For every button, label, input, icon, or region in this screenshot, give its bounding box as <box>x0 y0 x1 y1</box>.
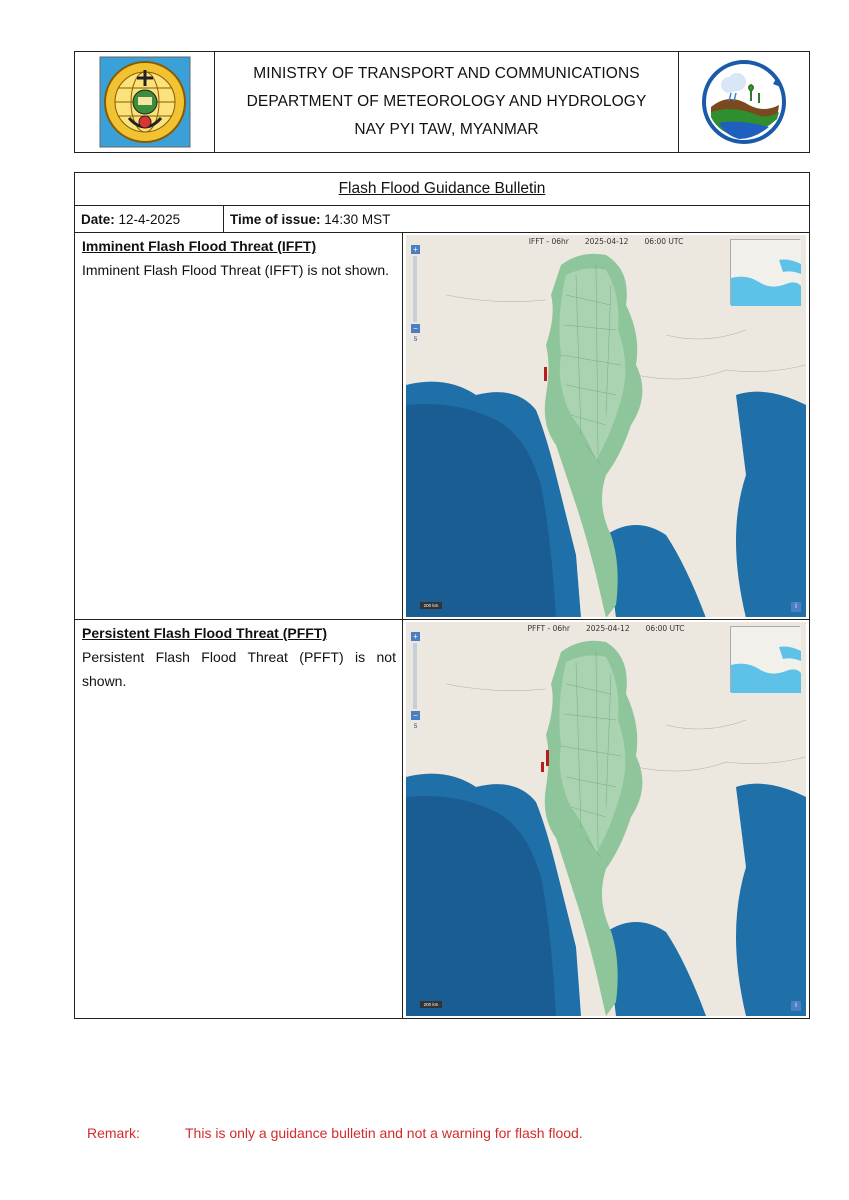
bulletin-title: Flash Flood Guidance Bulletin <box>338 180 546 197</box>
remark-text: This is only a guidance bulletin and not a warning for flash flood. <box>185 1125 583 1141</box>
ifft-section <box>75 233 809 620</box>
pfft-zoom-control <box>411 632 420 732</box>
remark-label: Remark: <box>87 1125 140 1141</box>
zoom-slider[interactable] <box>413 256 417 322</box>
zoom-level-indicator: 5 <box>411 336 420 345</box>
ifft-map[interactable] <box>406 235 806 617</box>
overview-map-graphic <box>731 627 801 693</box>
issue-info-row <box>75 206 809 233</box>
pfft-map-product: PFFT - 06hr <box>527 624 570 633</box>
date-value: 12-4-2025 <box>118 211 181 227</box>
pfft-scale-bar: 200 km <box>420 1001 442 1008</box>
department-name: DEPARTMENT OF METEOROLOGY AND HYDROLOGY <box>246 93 647 110</box>
date-cell <box>75 206 224 232</box>
header-title-block <box>215 52 678 152</box>
pfft-overview-inset[interactable] <box>730 626 800 692</box>
pfft-map-date: 2025-04-12 <box>586 624 630 633</box>
ifft-map-product: IFFT - 06hr <box>528 237 569 246</box>
date-label: Date: <box>81 211 115 227</box>
ifft-map-date: 2025-04-12 <box>584 237 629 246</box>
pfft-map-cell <box>403 620 809 1018</box>
ifft-scale-bar: 200 km <box>420 602 442 609</box>
department-logo <box>678 52 809 152</box>
pfft-section <box>75 620 809 1018</box>
ifft-description: Imminent Flash Flood Threat (IFFT) is not shown. <box>82 262 390 278</box>
remark <box>87 1125 583 1141</box>
ministry-emblem-icon <box>99 56 191 148</box>
pfft-heading: Persistent Flash Flood Threat (PFFT) <box>82 625 328 641</box>
ifft-zoom-control <box>411 245 420 345</box>
zoom-level-indicator: 5 <box>411 723 420 732</box>
pfft-description: Persistent Flash Flood Threat (PFFT) is not shown. <box>82 649 396 689</box>
zoom-out-button[interactable]: − <box>411 324 420 333</box>
zoom-out-button[interactable]: − <box>411 711 420 720</box>
ifft-map-cell <box>403 233 809 619</box>
bulletin-table <box>74 172 810 1019</box>
zoom-in-button[interactable]: + <box>411 632 420 641</box>
ifft-heading: Imminent Flash Flood Threat (IFFT) <box>82 238 317 254</box>
pfft-text-cell <box>75 620 403 1018</box>
ministry-logo <box>75 52 215 152</box>
ministry-name: MINISTRY OF TRANSPORT AND COMMUNICATIONS <box>253 65 640 82</box>
overview-map-graphic <box>731 240 801 306</box>
zoom-slider[interactable] <box>413 643 417 709</box>
time-value: 14:30 MST <box>324 211 391 227</box>
hydrology-cycle-icon <box>699 57 789 147</box>
info-icon[interactable]: i <box>791 1001 801 1011</box>
ifft-overview-inset[interactable] <box>730 239 800 305</box>
pfft-map[interactable] <box>406 622 806 1016</box>
info-icon[interactable]: i <box>791 602 801 612</box>
zoom-in-button[interactable]: + <box>411 245 420 254</box>
time-cell <box>224 206 809 232</box>
document-header <box>74 51 810 153</box>
ifft-map-time: 06:00 UTC <box>644 237 684 246</box>
ifft-text-cell <box>75 233 403 619</box>
time-label: Time of issue: <box>230 211 321 227</box>
pfft-map-time: 06:00 UTC <box>645 624 685 633</box>
bulletin-title-row <box>75 173 809 206</box>
location-name: NAY PYI TAW, MYANMAR <box>354 121 539 138</box>
